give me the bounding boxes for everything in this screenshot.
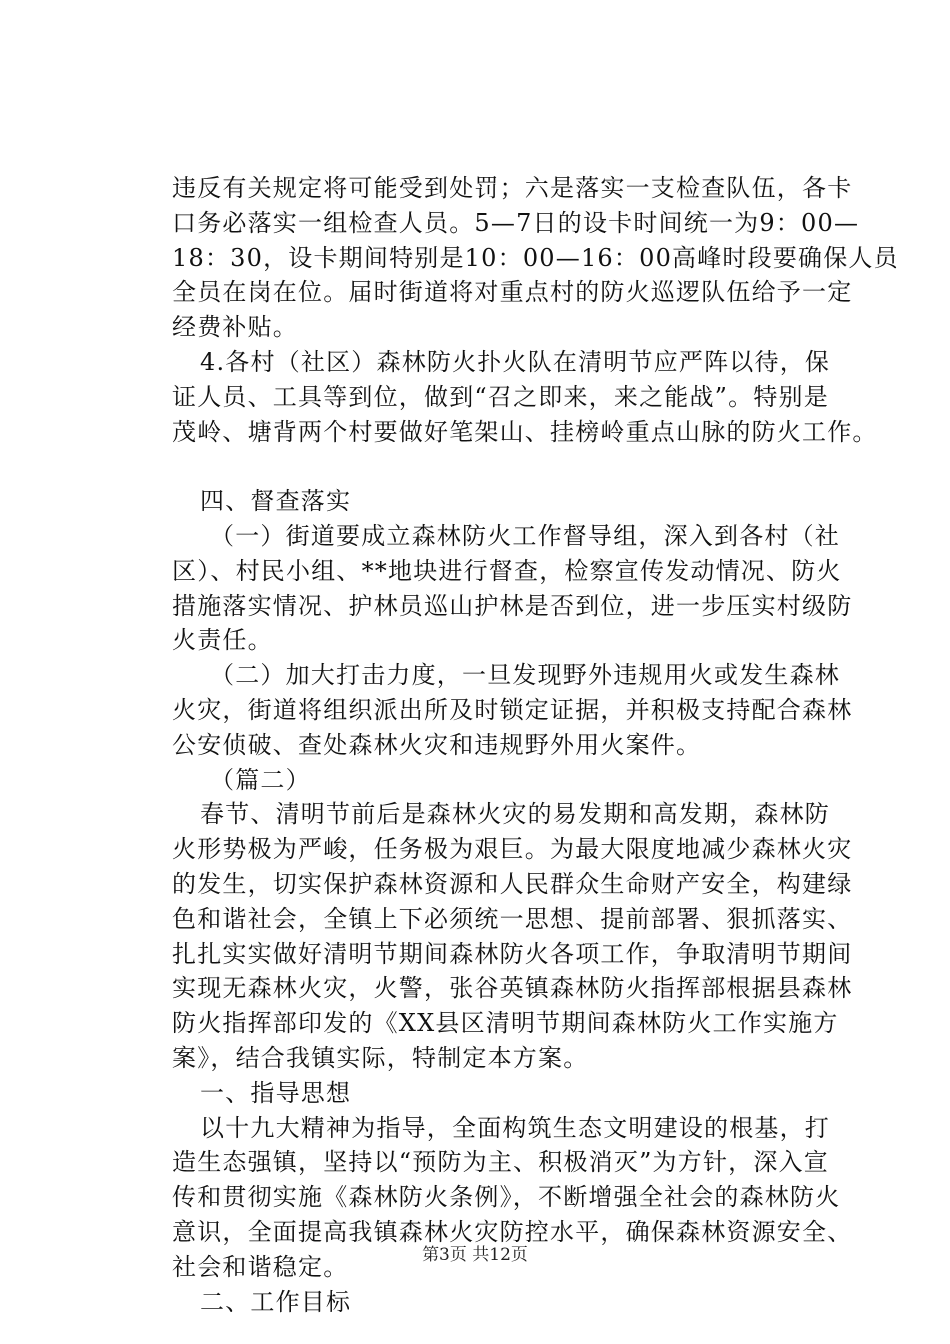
paragraph-gap xyxy=(172,449,862,484)
text-line: 实现无森林火灾，火警，张谷英镇森林防火指挥部根据县森林 xyxy=(172,974,853,1003)
text-line: （一）街道要成立森林防火工作督导组，深入到各村（社 xyxy=(210,521,840,550)
text-line: 以十九大精神为指导，全面构筑生态文明建设的根基，打 xyxy=(200,1113,830,1142)
text-line: 造生态强镇，坚持以“预防为主、积极消灭”为方针，深入宣 xyxy=(172,1148,829,1177)
text-line: 火灾，街道将组织派出所及时锁定证据，并积极支持配合森林 xyxy=(172,695,853,724)
text-line: 的发生，切实保护森林资源和人民群众生命财产安全，构建绿 xyxy=(172,869,853,898)
text-line: 案》，结合我镇实际，特制定本方案。 xyxy=(172,1043,589,1072)
text-line: 扎扎实实做好清明节期间森林防火各项工作，争取清明节期间 xyxy=(172,939,853,968)
section-heading: 二、工作目标 xyxy=(200,1287,352,1316)
text-line: 火形势极为严峻，任务极为艰巨。为最大限度地减少森林火灾 xyxy=(172,835,853,864)
section-heading: （篇二） xyxy=(210,765,311,794)
text-line: 证人员、工具等到位，做到“召之即来，来之能战”。特别是 xyxy=(172,382,829,411)
text-line: 4.各村（社区）森林防火扑火队在清明节应严阵以待，保 xyxy=(200,347,831,376)
text-line: 传和贯彻实施《森林防火条例》，不断增强全社会的森林防火 xyxy=(172,1183,841,1212)
section-heading: 一、指导思想 xyxy=(200,1078,352,1107)
document-body xyxy=(172,171,899,1319)
text-line: 防火指挥部印发的《XX县区清明节期间森林防火工作实施方 xyxy=(172,1009,839,1038)
text-line: 经费补贴。 xyxy=(172,313,298,342)
text-line: 社会和谐稳定。 xyxy=(172,1252,349,1281)
text-line: 春节、清明节前后是森林火灾的易发期和高发期，森林防 xyxy=(200,800,830,829)
text-line: 茂岭、塘背两个村要做好笔架山、挂榜岭重点山脉的防火工作。 xyxy=(172,417,878,446)
text-line: 口务必落实一组检查人员。5—7日的设卡时间统一为9：00— xyxy=(172,208,860,237)
text-line: 措施落实情况、护林员巡山护林是否到位，进一步压实村级防 xyxy=(172,591,853,620)
text-line: 区）、村民小组、**地块进行督查，检察宣传发动情况、防火 xyxy=(172,556,842,585)
text-line: （二）加大打击力度，一旦发现野外违规用火或发生森林 xyxy=(210,661,840,690)
text-line: 意识，全面提高我镇森林火灾防控水平，确保森林资源安全、 xyxy=(172,1217,853,1246)
page-number-footer: 第3页 共12页 xyxy=(422,1245,528,1265)
text-line: 色和谐社会，全镇上下必须统一思想、提前部署、狠抓落实、 xyxy=(172,904,853,933)
text-line: 全员在岗在位。届时街道将对重点村的防火巡逻队伍给予一定 xyxy=(172,278,853,307)
text-line: 违反有关规定将可能受到处罚；六是落实一支检查队伍，各卡 xyxy=(172,174,853,202)
section-heading: 四、督查落实 xyxy=(200,487,352,516)
text-line: 18：30，设卡期间特别是10：00—16：00高峰时段要确保人员 xyxy=(172,243,899,272)
text-line: 火责任。 xyxy=(172,626,273,655)
text-line: 公安侦破、查处森林火灾和违规野外用火案件。 xyxy=(172,730,702,759)
